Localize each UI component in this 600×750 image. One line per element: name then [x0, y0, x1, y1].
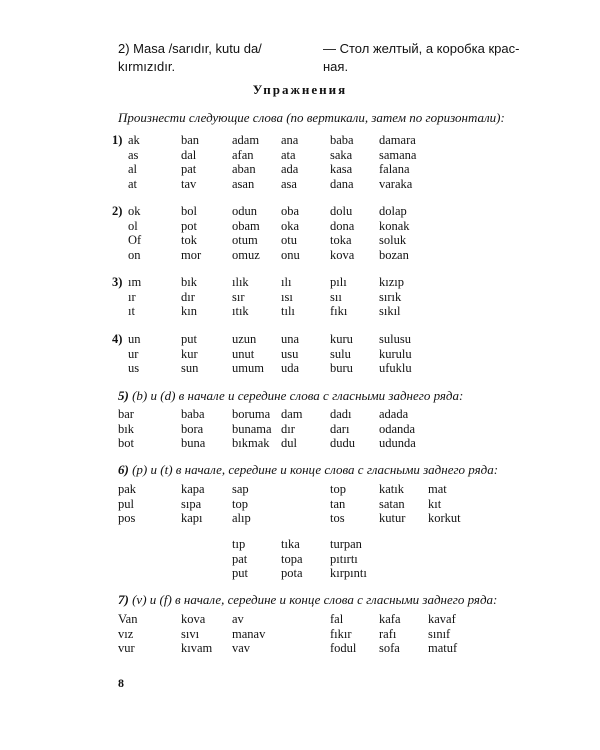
word: vur	[118, 641, 135, 655]
group-4-column	[330, 332, 353, 376]
group-2-column	[232, 204, 260, 262]
group-1-column	[281, 133, 298, 191]
word: toka	[330, 233, 352, 247]
word: kafa	[379, 612, 401, 626]
intro-russian-line-2: ная.	[323, 59, 349, 74]
exercise-6-column	[379, 482, 405, 526]
word: ban	[181, 133, 200, 147]
exercise-7-column	[330, 612, 356, 656]
word: sulu	[330, 346, 351, 361]
word: bık	[118, 421, 134, 436]
word: ılık	[232, 275, 249, 289]
word: dolu	[330, 204, 353, 218]
word: ufuklu	[379, 361, 412, 375]
group-1-column	[330, 133, 354, 191]
exercise-5-number: 5)	[118, 388, 129, 403]
word: kırpıntı	[330, 566, 367, 580]
word: buru	[330, 361, 353, 375]
word: sınıf	[428, 626, 451, 641]
word: asa	[281, 176, 297, 191]
word: kıvam	[181, 641, 213, 655]
group-4-column	[232, 332, 264, 376]
word: kapa	[181, 482, 205, 496]
word: sap	[232, 482, 249, 496]
word: manav	[232, 626, 266, 641]
word: varaka	[379, 176, 413, 191]
word: ıt	[128, 304, 135, 318]
word: bunama	[232, 421, 272, 436]
word: dadı	[330, 407, 352, 421]
word: pat	[232, 551, 248, 566]
exercise-7-number: 7)	[118, 592, 129, 607]
exercise-6-heading	[118, 462, 498, 478]
exercise-6-extra-column	[281, 537, 303, 581]
exercise-5-column	[118, 407, 134, 451]
word: ısı	[281, 289, 293, 304]
word: usu	[281, 346, 299, 361]
group-3-number: 3)	[112, 275, 123, 289]
word: fal	[330, 612, 344, 626]
word: uzun	[232, 332, 257, 346]
group-2-column	[330, 204, 354, 262]
word: oka	[281, 218, 300, 233]
word: sırık	[379, 289, 402, 304]
word: dır	[281, 421, 295, 436]
intro-turkish-line-2: kırmızıdır.	[118, 59, 176, 74]
word: topa	[281, 551, 303, 566]
group-4-number: 4)	[112, 332, 123, 346]
word: afan	[232, 147, 254, 162]
word: fıkı	[330, 304, 348, 318]
word: unut	[232, 346, 255, 361]
word: Of	[128, 233, 142, 247]
exercise-7-column	[379, 612, 401, 656]
word: rafı	[379, 626, 397, 641]
group-1-column	[181, 133, 199, 191]
word: boruma	[232, 407, 271, 421]
word: katık	[379, 482, 404, 496]
word: kur	[181, 346, 198, 361]
word: top	[330, 482, 346, 496]
word: mat	[428, 482, 447, 496]
word: dır	[181, 289, 195, 304]
word: buna	[181, 436, 206, 450]
word: sıvı	[181, 626, 200, 641]
word: kurulu	[379, 346, 412, 361]
word: at	[128, 176, 138, 191]
word: adada	[379, 407, 409, 421]
word: falana	[379, 162, 410, 176]
word: as	[128, 147, 139, 162]
group-1-column	[379, 133, 416, 191]
word: ır	[128, 289, 136, 304]
word: baba	[181, 407, 205, 421]
word: Van	[118, 612, 138, 626]
word: satan	[379, 496, 405, 511]
word: udunda	[379, 436, 416, 450]
word: sıpa	[181, 496, 202, 511]
group-2-column	[181, 204, 201, 262]
word: damara	[379, 133, 416, 147]
word: ana	[281, 133, 299, 147]
word: odun	[232, 204, 257, 218]
word: bora	[181, 421, 204, 436]
word: soluk	[379, 233, 407, 247]
word: bıkmak	[232, 436, 270, 450]
word: tos	[330, 511, 345, 525]
group-2-column	[379, 204, 410, 262]
word: kıt	[428, 496, 442, 511]
word: tok	[181, 233, 197, 247]
group-3-column	[232, 275, 249, 319]
word: otu	[281, 233, 297, 247]
group-4-column	[281, 332, 299, 376]
word: ak	[128, 133, 140, 147]
word: umum	[232, 361, 264, 375]
word: ıtık	[232, 304, 249, 318]
group-1-column	[128, 133, 140, 191]
group-1-number: 1)	[112, 133, 123, 147]
word: pak	[118, 482, 137, 496]
exercise-6-title: (p) и (t) в начале, середине и конце слова с гласными заднего ряда:	[132, 462, 499, 477]
word: al	[128, 162, 138, 176]
exercise-7-column	[181, 612, 212, 656]
word: sıı	[330, 289, 342, 304]
word: sıkıl	[379, 304, 401, 318]
word: samana	[379, 147, 417, 162]
word: un	[128, 332, 141, 346]
word: ada	[281, 162, 299, 176]
word: omuz	[232, 247, 260, 262]
word: kutur	[379, 511, 406, 525]
word: tıka	[281, 537, 300, 551]
exercise-5-column	[181, 407, 205, 451]
word: fıkır	[330, 626, 352, 641]
exercise-7-column	[232, 612, 265, 656]
exercise-6-column	[232, 482, 251, 526]
word: kızıp	[379, 275, 404, 289]
word: top	[232, 496, 248, 511]
word: otum	[232, 233, 258, 247]
word: put	[232, 566, 248, 580]
exercise-5-column	[232, 407, 272, 451]
exercise-6-extra-column	[232, 537, 248, 581]
word: vav	[232, 641, 251, 655]
word: sulusu	[379, 332, 411, 346]
exercise-6-column	[118, 482, 136, 526]
word: saka	[330, 147, 353, 162]
word: dul	[281, 436, 297, 450]
word: kasa	[330, 162, 353, 176]
word: tav	[181, 176, 197, 191]
word: kavaf	[428, 612, 456, 626]
exercise-6-number: 6)	[118, 462, 129, 477]
exercise-6-column	[330, 482, 346, 526]
word: matuf	[428, 641, 458, 655]
word: alıp	[232, 511, 251, 525]
intro-turkish-line-1: 2) Masa /sarıdır, kutu da/	[118, 41, 262, 56]
word: kuru	[330, 332, 353, 346]
exercise-5-column	[379, 407, 416, 451]
word: kova	[181, 612, 206, 626]
word: pıtırtı	[330, 551, 358, 566]
word: av	[232, 612, 244, 626]
word: bot	[118, 436, 134, 450]
word: turpan	[330, 537, 362, 551]
word: pot	[181, 218, 197, 233]
word: bar	[118, 407, 134, 421]
word: ol	[128, 218, 138, 233]
word: adam	[232, 133, 260, 147]
word: pos	[118, 511, 136, 525]
group-4-column	[379, 332, 412, 376]
word: baba	[330, 133, 354, 147]
word: darı	[330, 421, 350, 436]
word: dam	[281, 407, 303, 421]
intro-turkish	[118, 40, 318, 76]
word: kın	[181, 304, 197, 318]
group-3-column	[181, 275, 197, 319]
word: konak	[379, 218, 410, 233]
word: bık	[181, 275, 197, 289]
group-4-column	[128, 332, 141, 376]
word: onu	[281, 247, 300, 262]
word: put	[181, 332, 197, 346]
word: sun	[181, 361, 199, 375]
group-2-number: 2)	[112, 204, 123, 218]
section-heading: Упражнения	[252, 82, 348, 97]
exercise-6-column	[181, 482, 205, 526]
word: dudu	[330, 436, 355, 450]
word: ok	[128, 204, 141, 218]
word: ur	[128, 346, 139, 361]
group-2-column	[128, 204, 141, 262]
word: mor	[181, 247, 202, 262]
word: obam	[232, 218, 260, 233]
word: kova	[330, 247, 355, 262]
word: pota	[281, 566, 303, 580]
page-number: 8	[118, 676, 124, 690]
word: korkut	[428, 511, 461, 525]
word: asan	[232, 176, 255, 191]
word: kapı	[181, 511, 203, 525]
word: pat	[181, 162, 197, 176]
word: dal	[181, 147, 197, 162]
exercise-7-column	[428, 612, 457, 656]
intro-russian-line-1: — Стол желтый, а коробка крас-	[323, 41, 520, 56]
word: dona	[330, 218, 355, 233]
word: fodul	[330, 641, 357, 655]
word: aban	[232, 162, 256, 176]
word: tan	[330, 496, 346, 511]
word: odanda	[379, 421, 416, 436]
intro-russian	[323, 40, 520, 76]
exercise-5-column	[281, 407, 303, 451]
word: pul	[118, 496, 134, 511]
exercise-5-title: (b) и (d) в начале и середине слова с гласными заднего ряда:	[132, 388, 464, 403]
exercise-5-column	[330, 407, 355, 451]
word: on	[128, 247, 141, 262]
group-3-column	[330, 275, 347, 319]
word: oba	[281, 204, 300, 218]
exercise-7-heading	[118, 592, 497, 608]
instruction-text: Произнести следующие слова (по вертикали, затем по горизонтали):	[118, 110, 505, 125]
exercise-6-column	[428, 482, 461, 526]
word: tılı	[281, 304, 295, 318]
word: pılı	[330, 275, 347, 289]
word: dana	[330, 176, 354, 191]
word: vız	[118, 626, 134, 641]
group-2-column	[281, 204, 300, 262]
word: una	[281, 332, 300, 346]
word: bozan	[379, 247, 409, 262]
word: uda	[281, 361, 300, 375]
group-3-column	[379, 275, 404, 319]
exercise-6-extra-column	[330, 537, 367, 581]
word: tıp	[232, 537, 246, 551]
word: dolap	[379, 204, 407, 218]
word: ılı	[281, 275, 292, 289]
word: ım	[128, 275, 142, 289]
word: sofa	[379, 641, 400, 655]
exercise-7-title: (v) и (f) в начале, середине и конце слова с гласными заднего ряда:	[132, 592, 498, 607]
group-3-column	[281, 275, 295, 319]
exercise-7-column	[118, 612, 137, 656]
word: bol	[181, 204, 197, 218]
group-1-column	[232, 133, 259, 191]
word: ata	[281, 147, 296, 162]
group-3-column	[128, 275, 141, 319]
group-4-column	[181, 332, 198, 376]
exercise-5-heading	[118, 388, 463, 404]
word: sır	[232, 289, 245, 304]
word: us	[128, 361, 140, 375]
